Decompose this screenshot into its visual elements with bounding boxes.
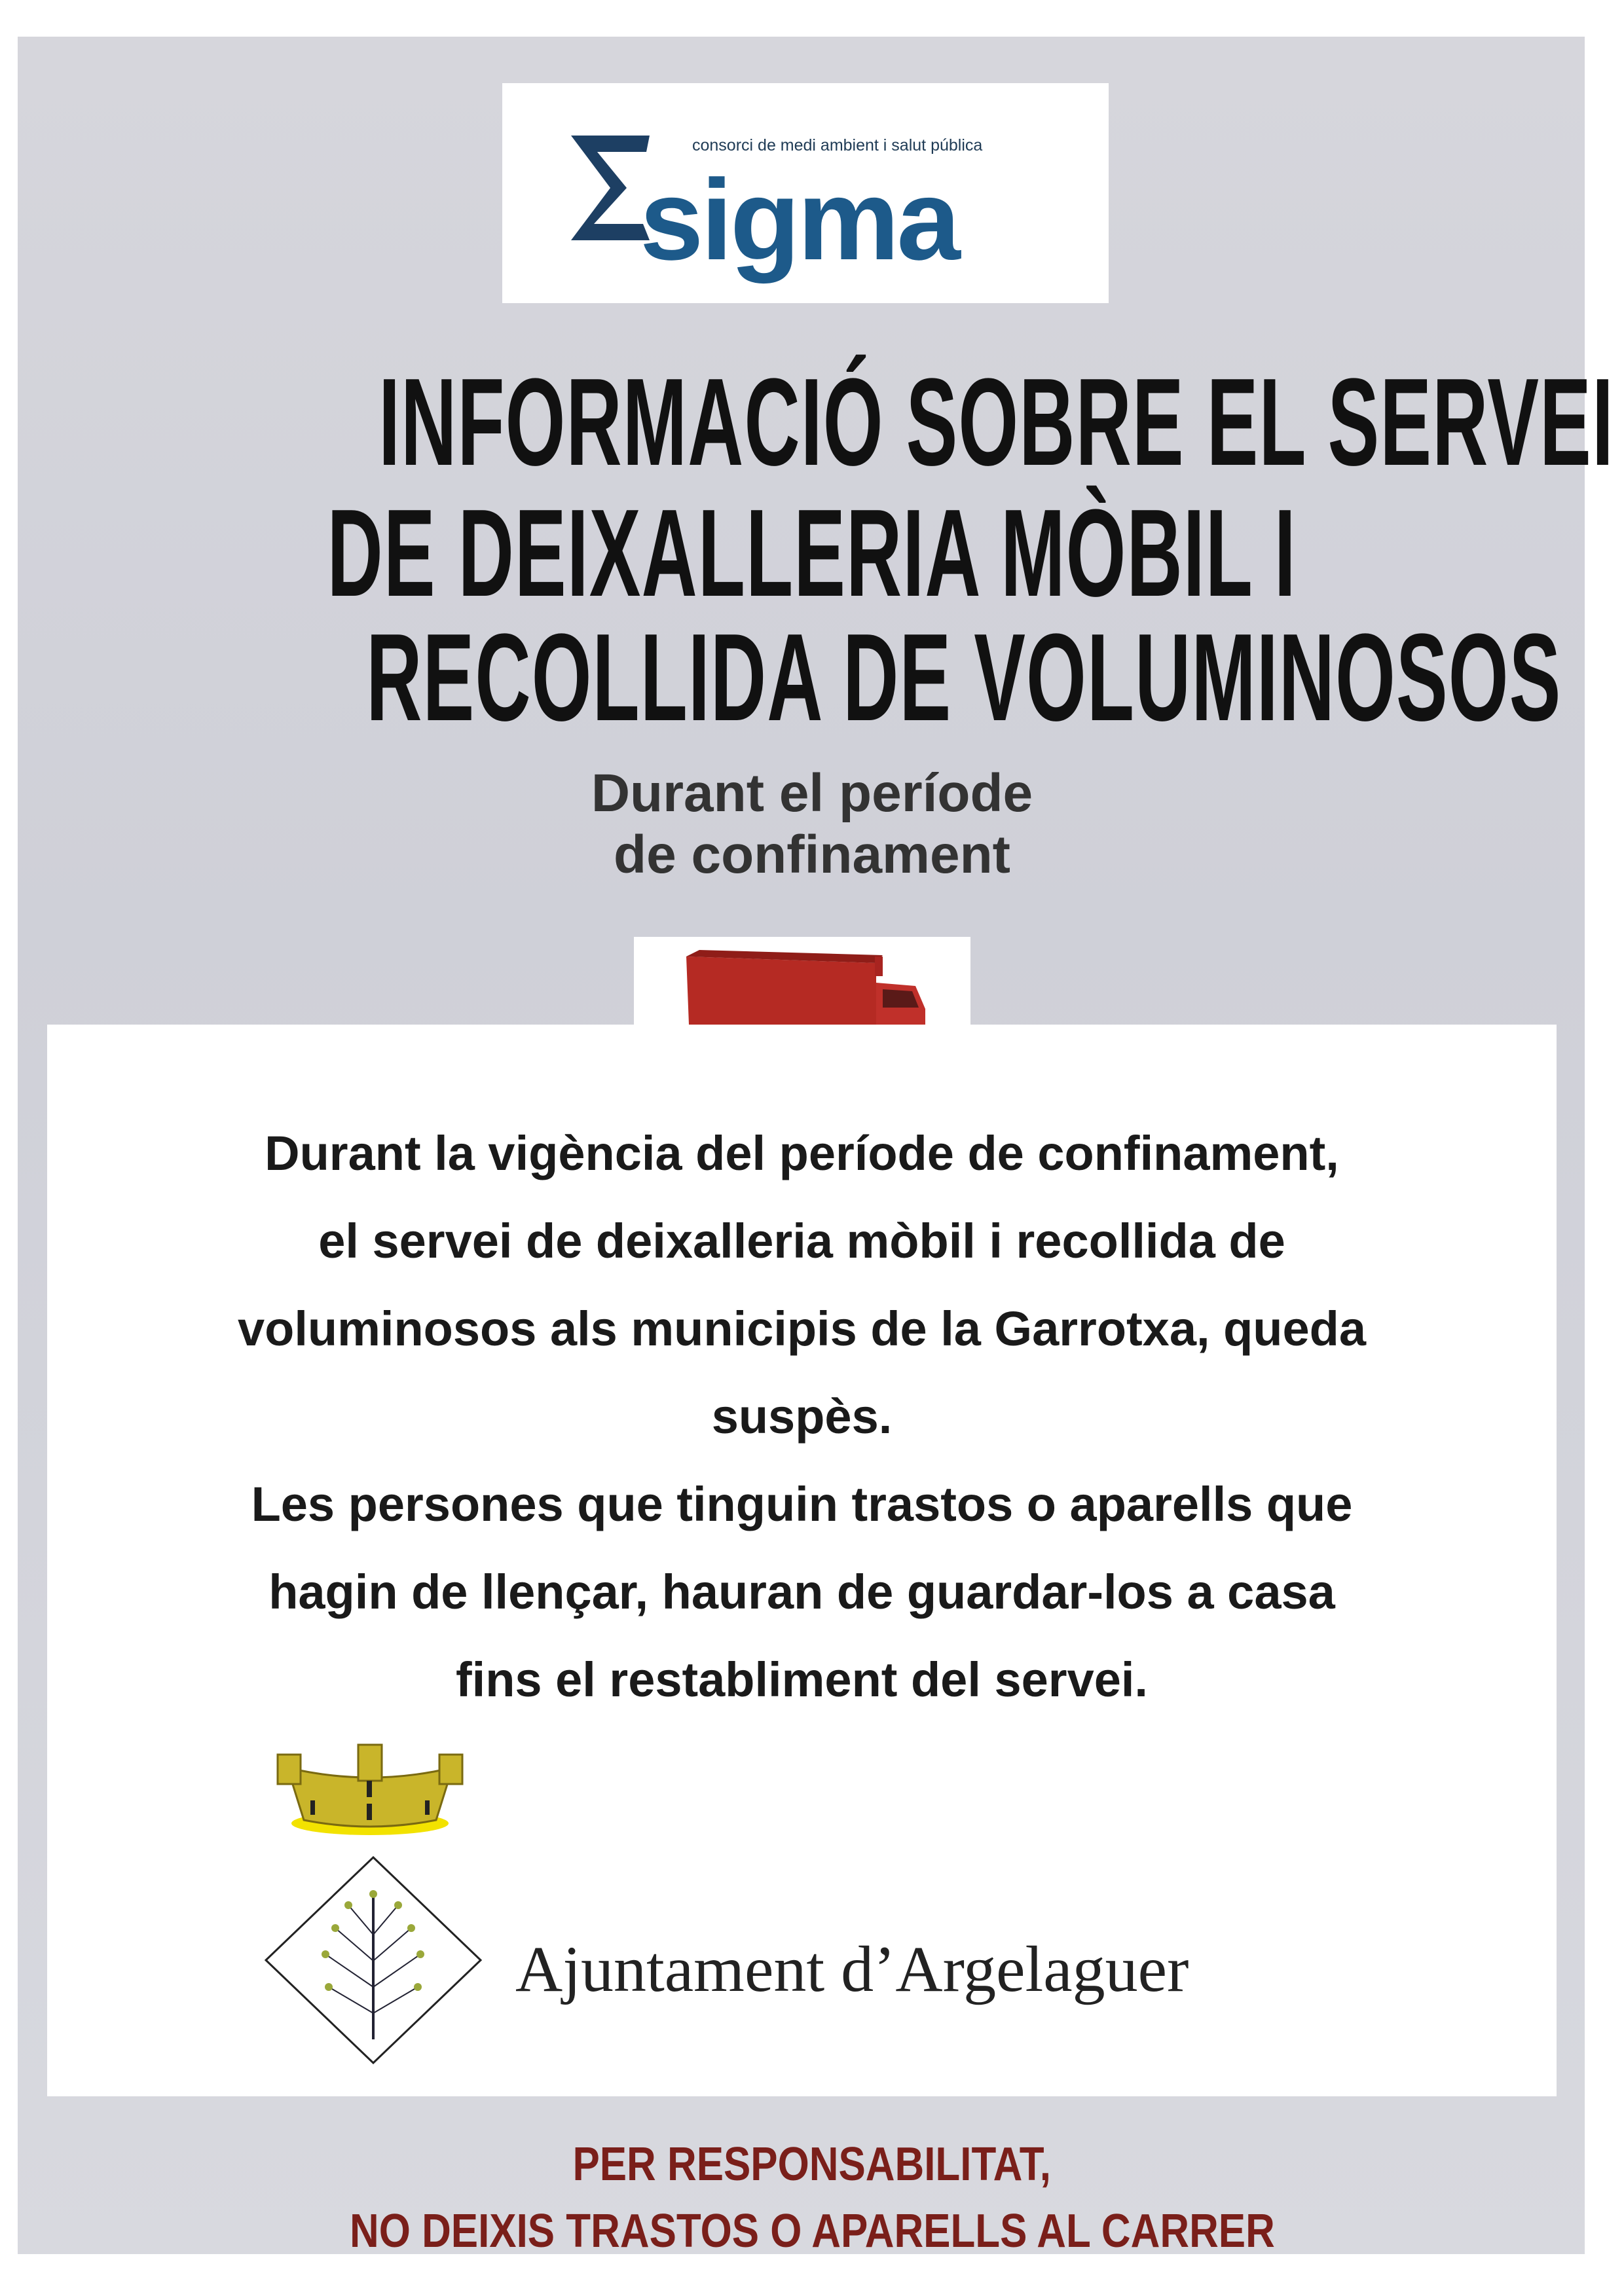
subtitle-line-2: de confinament: [614, 825, 1010, 884]
notice-line: hagin de llençar, hauran de guardar-los a casa: [268, 1565, 1335, 1619]
subtitle-line-1: Durant el període: [591, 763, 1033, 823]
logo-tagline: consorci de medi ambient i salut pública: [692, 136, 983, 155]
notice-line: fins el restabliment del servei.: [456, 1652, 1148, 1707]
subtitle: [0, 763, 1624, 886]
municipality-name: Ajuntament d’Argelaguer: [515, 1933, 1189, 2005]
title-line-2: DE DEIXALLERIA MÒBIL I: [327, 484, 1297, 623]
crown-icon: [271, 1741, 469, 1837]
warning-line-2: NO DEIXIS TRASTOS O APARELLS AL CARRER: [349, 2205, 1275, 2257]
title-line-1: INFORMACIÓ SOBRE EL SERVEI: [378, 353, 1614, 492]
notice-line: voluminosos als municipis de la Garrotxa, queda: [237, 1302, 1367, 1356]
warning-line-1: PER RESPONSABILITAT,: [572, 2138, 1052, 2191]
sigma-logo: [502, 83, 1109, 303]
notice-line: Durant la vigència del període de confinament,: [265, 1126, 1339, 1180]
notice-line: suspès.: [711, 1389, 893, 1444]
truck-image: [634, 937, 970, 1029]
notice-line: el servei de deixalleria mòbil i recollida de: [318, 1214, 1285, 1268]
notice-line: Les persones que tinguin trastos o aparells que: [251, 1477, 1353, 1531]
title-line-3: RECOLLIDA DE VOLUMINOSOS: [366, 608, 1562, 747]
coat-of-arms-icon: [263, 1856, 483, 2064]
logo-wordmark: sigma: [640, 156, 958, 284]
main-notice-panel: [47, 1025, 1557, 2096]
notice-text: [47, 1110, 1557, 1724]
